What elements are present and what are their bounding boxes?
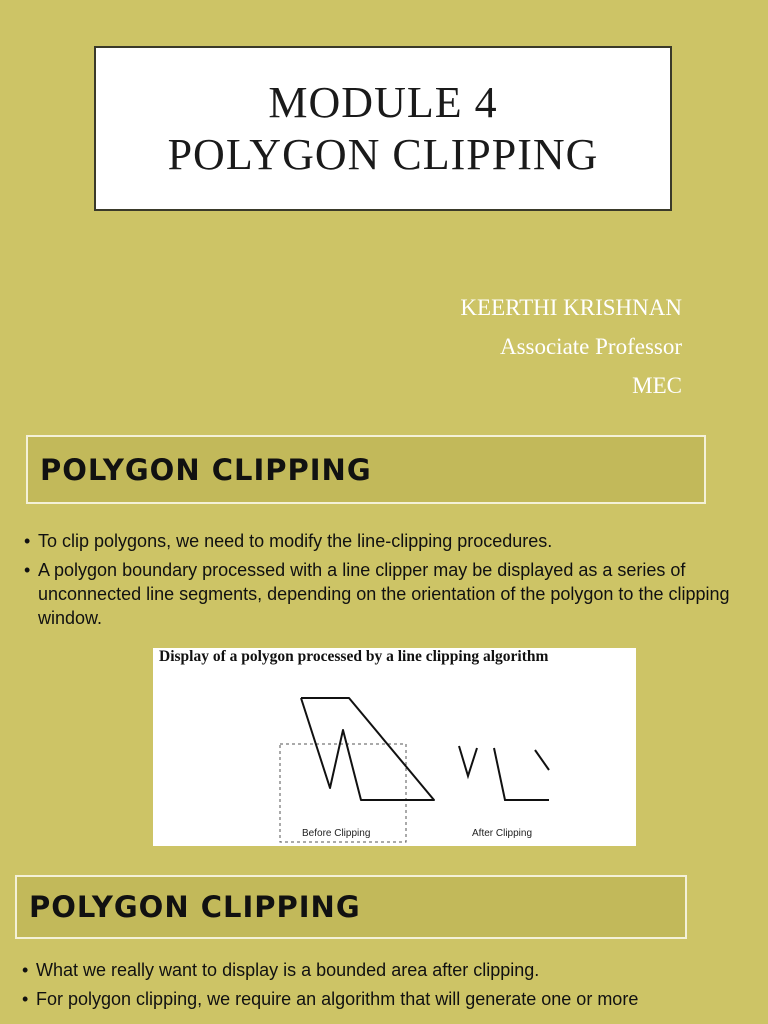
- bullet-item: • What we really want to display is a bounded area after clipping.: [22, 958, 758, 982]
- clipping-diagram: [153, 648, 636, 846]
- slide-heading: POLYGON CLIPPING: [40, 452, 372, 487]
- author-block: [460, 288, 682, 405]
- before-clipping-label: Before Clipping: [302, 828, 371, 839]
- figure-caption: Display of a polygon processed by a line clipping algorithm: [159, 648, 549, 665]
- title-line-1: MODULE 4: [268, 77, 498, 127]
- after-clipping-label: After Clipping: [472, 828, 533, 839]
- author-org: MEC: [632, 373, 682, 398]
- bullet-list: [24, 529, 760, 635]
- author-name: KEERTHI KRISHNAN: [460, 295, 682, 320]
- clipped-segment-diagonal: [535, 750, 549, 770]
- slide-heading: POLYGON CLIPPING: [29, 890, 361, 924]
- clipped-segment-l: [494, 748, 549, 800]
- clipping-figure: [153, 648, 636, 846]
- bullet-list: [22, 958, 758, 1016]
- author-role: Associate Professor: [499, 334, 682, 359]
- title-slide: [0, 0, 768, 418]
- content-slide-2: [0, 858, 768, 1024]
- bullet-item: • For polygon clipping, we require an algorithm that will generate one or more: [22, 987, 758, 1011]
- title-box: [94, 46, 672, 211]
- bullet-item: • A polygon boundary processed with a line clipper may be displayed as a series of unconnected line segments, depending on the orientation of the polygon to the clipping window.: [24, 558, 760, 630]
- original-polygon: [301, 698, 434, 800]
- bullet-item: • To clip polygons, we need to modify the line-clipping procedures.: [24, 529, 760, 553]
- content-slide-1: [0, 418, 768, 858]
- title-line-2: POLYGON CLIPPING: [167, 129, 599, 179]
- clipped-segment-v: [459, 746, 477, 776]
- heading-bar: [26, 435, 706, 504]
- heading-bar: [15, 875, 687, 939]
